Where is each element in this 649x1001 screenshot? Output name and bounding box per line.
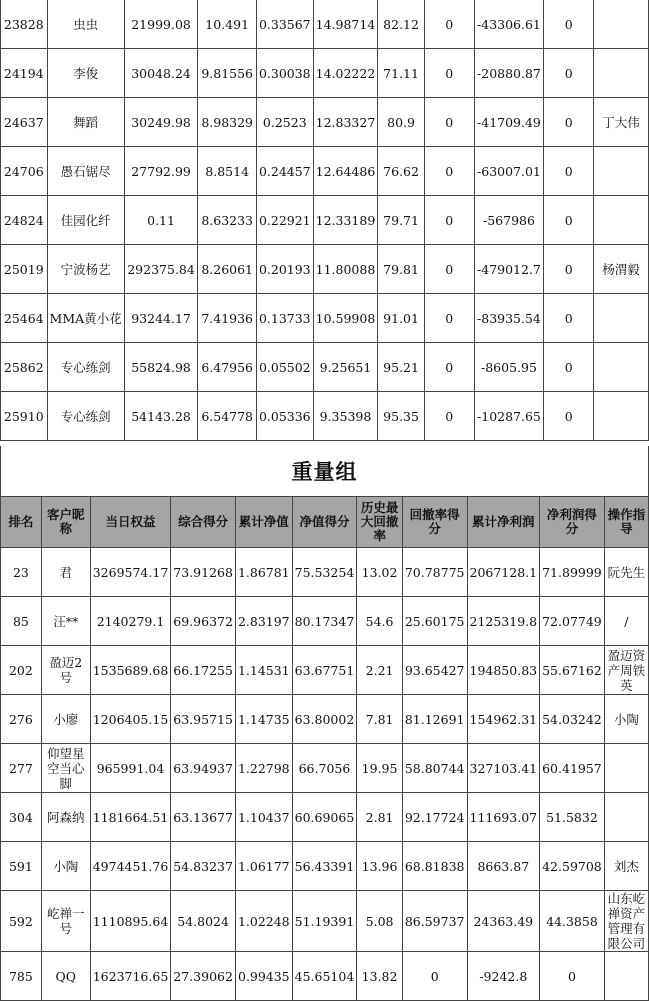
drawdown-cell: 82.12	[378, 0, 425, 49]
score-cell: 27.39062	[171, 952, 236, 1001]
profit-cell: 2067128.1	[467, 548, 540, 597]
drawdown-score-cell: 70.78775	[402, 548, 467, 597]
score-cell: 69.96372	[171, 597, 236, 646]
profit-score-cell: 72.07749	[540, 597, 605, 646]
score-cell: 10.491	[198, 0, 257, 49]
drawdown-score-cell: 0	[424, 294, 474, 343]
header-equity[interactable]: 当日权益	[90, 497, 171, 548]
rank-cell: 24706	[1, 147, 48, 196]
drawdown-score-cell: 0	[424, 343, 474, 392]
drawdown-cell: 76.62	[378, 147, 425, 196]
equity-cell: 27792.99	[124, 147, 198, 196]
nav-score-cell: 14.98714	[313, 0, 378, 49]
drawdown-cell: 95.35	[378, 392, 425, 441]
drawdown-cell: 2.21	[357, 646, 403, 695]
rank-cell: 276	[1, 695, 42, 744]
nickname-cell: 佳园化纤	[47, 196, 124, 245]
drawdown-cell: 79.71	[378, 196, 425, 245]
profit-score-cell: 55.67162	[540, 646, 605, 695]
equity-cell: 1535689.68	[90, 646, 171, 695]
equity-cell: 2140279.1	[90, 597, 171, 646]
rank-cell: 591	[1, 842, 42, 891]
profit-score-cell: 0	[544, 0, 594, 49]
profit-score-cell: 42.59708	[540, 842, 605, 891]
header-nav[interactable]: 累计净值	[235, 497, 292, 548]
equity-cell: 0.11	[124, 196, 198, 245]
drawdown-cell: 7.81	[357, 695, 403, 744]
drawdown-score-cell: 0	[424, 245, 474, 294]
table-row[interactable]	[1, 744, 649, 793]
score-cell: 66.17255	[171, 646, 236, 695]
equity-cell: 55824.98	[124, 343, 198, 392]
table-row[interactable]	[1, 343, 649, 392]
header-guide[interactable]: 操作指导	[604, 497, 648, 548]
equity-cell: 93244.17	[124, 294, 198, 343]
guide-cell	[594, 196, 649, 245]
rank-cell: 23828	[1, 0, 48, 49]
score-cell: 7.41936	[198, 294, 257, 343]
table-row[interactable]	[1, 147, 649, 196]
nav-score-cell: 56.43391	[292, 842, 357, 891]
profit-score-cell: 0	[544, 196, 594, 245]
nav-score-cell: 63.67751	[292, 646, 357, 695]
nav-score-cell: 12.83327	[313, 98, 378, 147]
nickname-cell: 宁波杨艺	[47, 245, 124, 294]
header-profit-score[interactable]: 净利润得分	[540, 497, 605, 548]
rank-cell: 592	[1, 891, 42, 952]
guide-cell: /	[604, 597, 648, 646]
profit-cell: 24363.49	[467, 891, 540, 952]
nav-score-cell: 9.25651	[313, 343, 378, 392]
nickname-cell: 专心练剑	[47, 343, 124, 392]
profit-cell: -479012.7	[474, 245, 544, 294]
score-cell: 63.13677	[171, 793, 236, 842]
drawdown-cell: 2.81	[357, 793, 403, 842]
nav-score-cell: 9.35398	[313, 392, 378, 441]
rank-cell: 785	[1, 952, 42, 1001]
score-cell: 54.8024	[171, 891, 236, 952]
table-row[interactable]	[1, 98, 649, 147]
nickname-cell: 阿森纳	[41, 793, 90, 842]
table-row[interactable]	[1, 952, 649, 1001]
guide-cell: 杨渭毅	[594, 245, 649, 294]
profit-score-cell: 71.89999	[540, 548, 605, 597]
rank-cell: 24824	[1, 196, 48, 245]
equity-cell: 30048.24	[124, 49, 198, 98]
rank-cell: 24194	[1, 49, 48, 98]
profit-cell: 8663.87	[467, 842, 540, 891]
rank-cell: 25862	[1, 343, 48, 392]
guide-cell	[594, 49, 649, 98]
equity-cell: 1206405.15	[90, 695, 171, 744]
rank-cell: 25464	[1, 294, 48, 343]
profit-score-cell: 0	[540, 952, 605, 1001]
equity-cell: 1181664.51	[90, 793, 171, 842]
header-max-drawdown[interactable]: 历史最大回撤率	[357, 497, 403, 548]
equity-cell: 3269574.17	[90, 548, 171, 597]
score-cell: 8.8514	[198, 147, 257, 196]
table-row[interactable]	[1, 49, 649, 98]
light-group-rows	[1, 0, 649, 441]
profit-score-cell: 0	[544, 245, 594, 294]
table-row[interactable]	[1, 891, 649, 952]
nav-score-cell: 14.02222	[313, 49, 378, 98]
profit-score-cell: 0	[544, 98, 594, 147]
nav-cell: 0.22921	[256, 196, 313, 245]
nickname-cell: 愚石锯尽	[47, 147, 124, 196]
guide-cell	[594, 392, 649, 441]
nickname-cell: 小廖	[41, 695, 90, 744]
drawdown-cell: 19.95	[357, 744, 403, 793]
drawdown-score-cell: 86.59737	[402, 891, 467, 952]
nav-score-cell: 51.19391	[292, 891, 357, 952]
profit-cell: -83935.54	[474, 294, 544, 343]
table-row[interactable]	[1, 196, 649, 245]
nickname-cell: 汪**	[41, 597, 90, 646]
guide-cell: 刘杰	[604, 842, 648, 891]
score-cell: 9.81556	[198, 49, 257, 98]
nav-cell: 0.05336	[256, 392, 313, 441]
drawdown-score-cell: 93.65427	[402, 646, 467, 695]
nav-score-cell: 10.59908	[313, 294, 378, 343]
nav-score-cell: 80.17347	[292, 597, 357, 646]
nickname-cell: 虫虫	[47, 0, 124, 49]
nav-cell: 1.10437	[235, 793, 292, 842]
score-cell: 73.91268	[171, 548, 236, 597]
nav-cell: 0.13733	[256, 294, 313, 343]
equity-cell: 21999.08	[124, 0, 198, 49]
nav-cell: 1.22798	[235, 744, 292, 793]
heavy-group-table	[0, 496, 649, 1001]
profit-cell: -8605.95	[474, 343, 544, 392]
profit-cell: 327103.41	[467, 744, 540, 793]
guide-cell	[604, 744, 648, 793]
guide-cell: 小陶	[604, 695, 648, 744]
header-nickname[interactable]: 客户昵称	[41, 497, 90, 548]
nav-cell: 1.14735	[235, 695, 292, 744]
profit-cell: -20880.87	[474, 49, 544, 98]
guide-cell	[604, 793, 648, 842]
rank-cell: 25019	[1, 245, 48, 294]
nickname-cell: QQ	[41, 952, 90, 1001]
table-row[interactable]	[1, 294, 649, 343]
nav-cell: 1.86781	[235, 548, 292, 597]
nickname-cell: MMA黄小花	[47, 294, 124, 343]
drawdown-cell: 91.01	[378, 294, 425, 343]
profit-cell: -9242.8	[467, 952, 540, 1001]
nav-score-cell: 75.53254	[292, 548, 357, 597]
drawdown-score-cell: 0	[424, 0, 474, 49]
rank-cell: 24637	[1, 98, 48, 147]
nav-cell: 1.02248	[235, 891, 292, 952]
score-cell: 63.95715	[171, 695, 236, 744]
drawdown-cell: 80.9	[378, 98, 425, 147]
profit-cell: -10287.65	[474, 392, 544, 441]
profit-score-cell: 0	[544, 294, 594, 343]
score-cell: 8.26061	[198, 245, 257, 294]
equity-cell: 1623716.65	[90, 952, 171, 1001]
nickname-cell: 李俊	[47, 49, 124, 98]
drawdown-score-cell: 81.12691	[402, 695, 467, 744]
equity-cell: 1110895.64	[90, 891, 171, 952]
table-row[interactable]	[1, 793, 649, 842]
guide-cell: 丁大伟	[594, 98, 649, 147]
section-title-bar	[0, 446, 649, 496]
drawdown-cell: 13.96	[357, 842, 403, 891]
equity-cell: 4974451.76	[90, 842, 171, 891]
drawdown-score-cell: 0	[424, 196, 474, 245]
nav-cell: 2.83197	[235, 597, 292, 646]
rank-cell: 277	[1, 744, 42, 793]
profit-cell: -63007.01	[474, 147, 544, 196]
rank-cell: 25910	[1, 392, 48, 441]
table-row[interactable]	[1, 646, 649, 695]
nav-score-cell: 66.7056	[292, 744, 357, 793]
profit-score-cell: 0	[544, 392, 594, 441]
nickname-cell: 舞蹈	[47, 98, 124, 147]
equity-cell: 965991.04	[90, 744, 171, 793]
profit-score-cell: 54.03242	[540, 695, 605, 744]
score-cell: 63.94937	[171, 744, 236, 793]
table-row[interactable]	[1, 0, 649, 49]
nav-score-cell: 12.33189	[313, 196, 378, 245]
drawdown-score-cell: 0	[402, 952, 467, 1001]
profit-score-cell: 51.5832	[540, 793, 605, 842]
equity-cell: 292375.84	[124, 245, 198, 294]
guide-cell: 山东屹禅资产管理有限公司	[604, 891, 648, 952]
profit-cell: 194850.83	[467, 646, 540, 695]
light-group-table	[0, 0, 649, 441]
nav-cell: 0.30038	[256, 49, 313, 98]
score-cell: 6.54778	[198, 392, 257, 441]
profit-score-cell: 0	[544, 343, 594, 392]
nav-cell: 0.24457	[256, 147, 313, 196]
header-rank[interactable]: 排名	[1, 497, 42, 548]
nav-cell: 0.2523	[256, 98, 313, 147]
score-cell: 8.98329	[198, 98, 257, 147]
nickname-cell: 君	[41, 548, 90, 597]
drawdown-score-cell: 58.80744	[402, 744, 467, 793]
profit-cell: 2125319.8	[467, 597, 540, 646]
profit-score-cell: 44.3858	[540, 891, 605, 952]
nickname-cell: 盈迈2号	[41, 646, 90, 695]
profit-score-cell: 0	[544, 147, 594, 196]
table-row[interactable]	[1, 245, 649, 294]
drawdown-score-cell: 0	[424, 49, 474, 98]
rank-cell: 85	[1, 597, 42, 646]
heavy-group-rows	[1, 548, 649, 1001]
guide-cell	[594, 343, 649, 392]
guide-cell: 盈迈资产周铁英	[604, 646, 648, 695]
drawdown-cell: 79.81	[378, 245, 425, 294]
nav-cell: 1.06177	[235, 842, 292, 891]
nav-score-cell: 45.65104	[292, 952, 357, 1001]
drawdown-cell: 13.82	[357, 952, 403, 1001]
profit-cell: 154962.31	[467, 695, 540, 744]
guide-cell	[594, 147, 649, 196]
nav-score-cell: 60.69065	[292, 793, 357, 842]
nickname-cell: 小陶	[41, 842, 90, 891]
table-row[interactable]	[1, 548, 649, 597]
equity-cell: 54143.28	[124, 392, 198, 441]
score-cell: 8.63233	[198, 196, 257, 245]
header-score[interactable]: 综合得分	[171, 497, 236, 548]
table-row[interactable]	[1, 597, 649, 646]
drawdown-score-cell: 68.81838	[402, 842, 467, 891]
profit-score-cell: 60.41957	[540, 744, 605, 793]
nickname-cell: 仰望星空当心脚	[41, 744, 90, 793]
rank-cell: 202	[1, 646, 42, 695]
nav-cell: 0.33567	[256, 0, 313, 49]
drawdown-cell: 13.02	[357, 548, 403, 597]
drawdown-cell: 95.21	[378, 343, 425, 392]
header-drawdown-score[interactable]: 回撤率得分	[402, 497, 467, 548]
profit-cell: 111693.07	[467, 793, 540, 842]
section-title: 重量组	[291, 460, 358, 484]
table-row[interactable]	[1, 695, 649, 744]
drawdown-score-cell: 25.60175	[402, 597, 467, 646]
profit-cell: -43306.61	[474, 0, 544, 49]
drawdown-cell: 54.6	[357, 597, 403, 646]
table-row[interactable]	[1, 392, 649, 441]
profit-cell: -41709.49	[474, 98, 544, 147]
header-nav-score[interactable]: 净值得分	[292, 497, 357, 548]
nav-score-cell: 63.80002	[292, 695, 357, 744]
score-cell: 6.47956	[198, 343, 257, 392]
header-row	[1, 497, 649, 548]
nav-cell: 0.20193	[256, 245, 313, 294]
rank-cell: 23	[1, 548, 42, 597]
drawdown-score-cell: 0	[424, 147, 474, 196]
guide-cell: 阮先生	[604, 548, 648, 597]
score-cell: 54.83237	[171, 842, 236, 891]
nav-cell: 1.14531	[235, 646, 292, 695]
nav-cell: 0.05502	[256, 343, 313, 392]
nav-score-cell: 11.80088	[313, 245, 378, 294]
drawdown-score-cell: 0	[424, 392, 474, 441]
nickname-cell: 专心练剑	[47, 392, 124, 441]
guide-cell	[604, 952, 648, 1001]
table-row[interactable]	[1, 842, 649, 891]
nav-cell: 0.99435	[235, 952, 292, 1001]
drawdown-cell: 71.11	[378, 49, 425, 98]
header-net-profit[interactable]: 累计净利润	[467, 497, 540, 548]
drawdown-score-cell: 0	[424, 98, 474, 147]
drawdown-score-cell: 92.17724	[402, 793, 467, 842]
drawdown-cell: 5.08	[357, 891, 403, 952]
profit-cell: -567986	[474, 196, 544, 245]
guide-cell	[594, 294, 649, 343]
profit-score-cell: 0	[544, 49, 594, 98]
equity-cell: 30249.98	[124, 98, 198, 147]
nickname-cell: 屹禅一号	[41, 891, 90, 952]
nav-score-cell: 12.64486	[313, 147, 378, 196]
rank-cell: 304	[1, 793, 42, 842]
guide-cell	[594, 0, 649, 49]
